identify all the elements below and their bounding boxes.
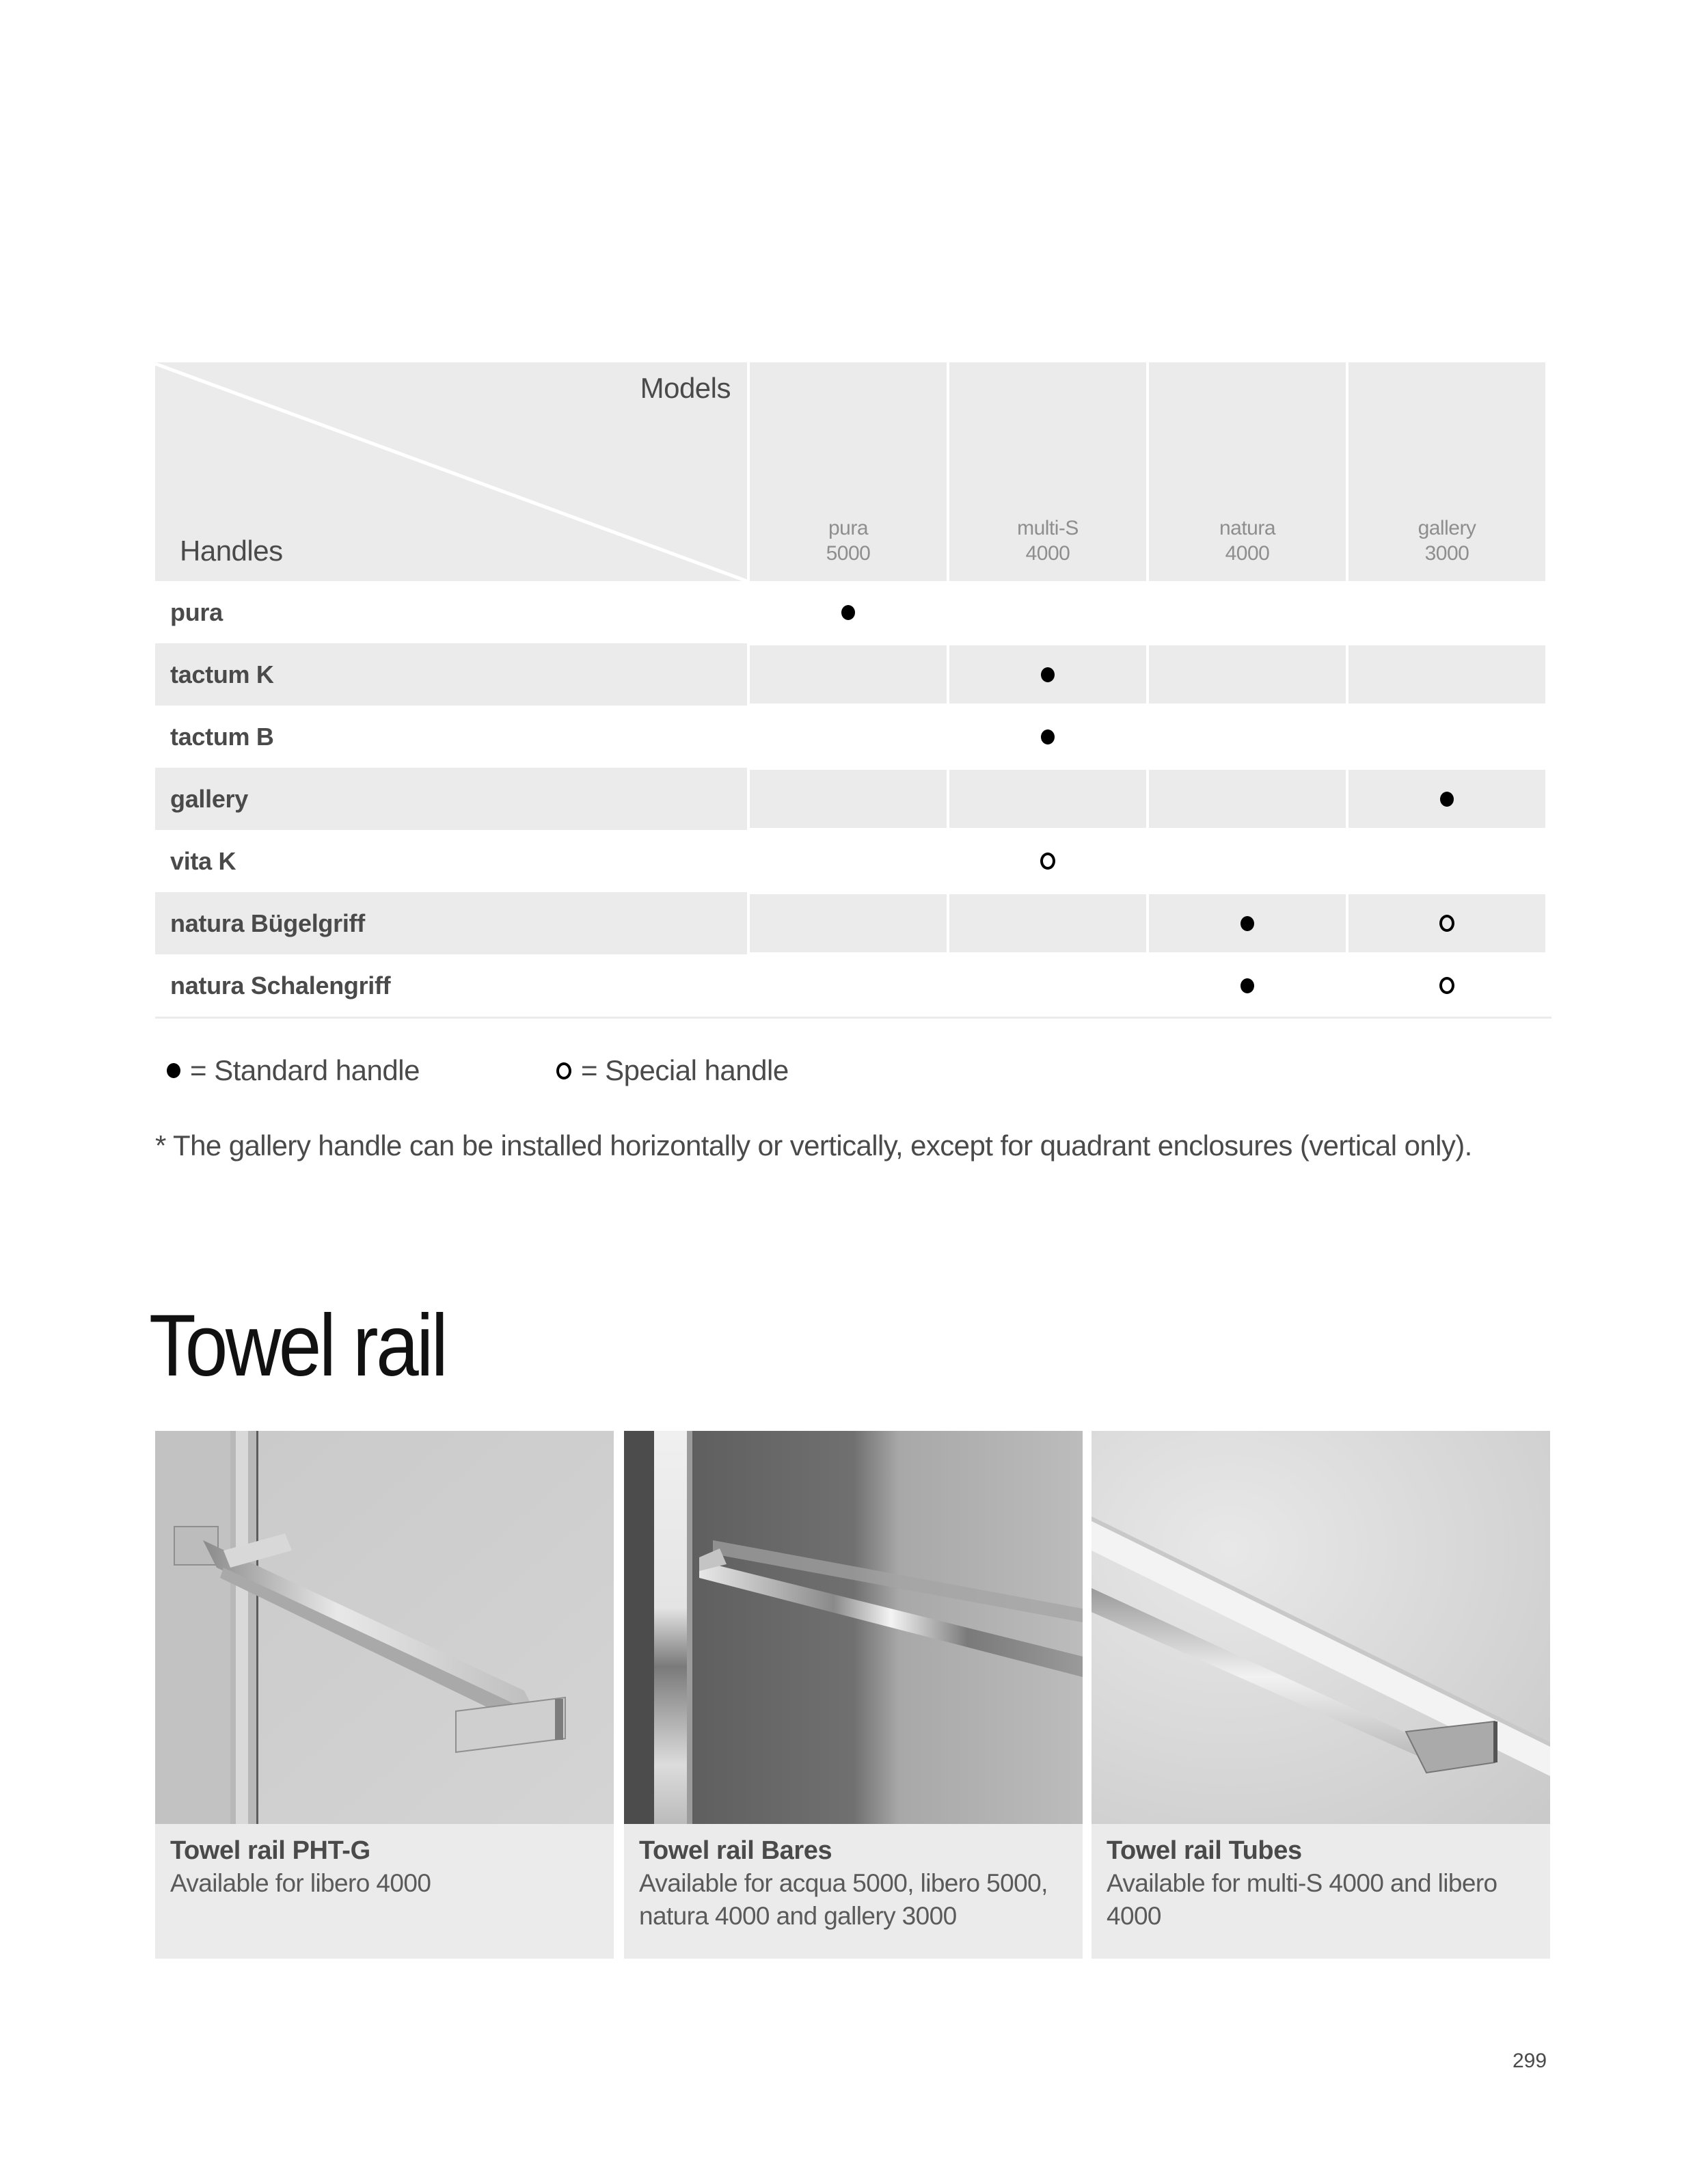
section-title: Towel rail [149, 1297, 446, 1395]
filled-dot-icon [1241, 916, 1254, 931]
handle-name: gallery [155, 768, 747, 830]
compat-cell-multi-s [949, 645, 1146, 703]
compat-cell-natura [1149, 830, 1346, 892]
hollow-dot-icon [1439, 915, 1454, 932]
compat-cell-gallery [1348, 581, 1545, 643]
handle-name: vita K [170, 846, 236, 875]
table-row [155, 892, 1551, 954]
compat-cell-pura [750, 706, 947, 768]
model-name: gallery [1418, 517, 1476, 539]
product-card-tubes [1092, 1431, 1550, 1959]
compat-cell-pura [750, 581, 947, 643]
filled-dot-icon [1041, 667, 1055, 682]
models-axis-label: Models [640, 372, 731, 404]
model-header-pura [750, 362, 947, 581]
towel-rail-tubes-photo [1092, 1431, 1550, 1824]
compat-cell-multi-s [949, 894, 1146, 952]
table-body [155, 581, 1551, 1019]
compat-cell-natura [1149, 954, 1346, 1017]
compat-cell-gallery [1348, 770, 1545, 828]
filled-dot-icon [841, 605, 855, 620]
filled-dot-icon [1440, 792, 1454, 807]
compat-cell-multi-s [949, 581, 1146, 643]
handle-compatibility-table [155, 362, 1551, 1019]
compat-cell-multi-s [949, 706, 1146, 768]
compat-cell-multi-s [949, 830, 1146, 892]
footnote: * The gallery handle can be installed horizontally or vertically, except for quadrant enclosures (vertical only). [155, 1129, 1472, 1162]
table-row [155, 706, 1551, 768]
filled-dot-icon [1241, 978, 1254, 993]
model-header-natura [1149, 362, 1346, 581]
table-row [155, 643, 1551, 706]
compat-cell-gallery [1348, 830, 1545, 892]
model-header-multi-s [949, 362, 1146, 581]
model-name: natura [1219, 517, 1276, 539]
compat-cell-multi-s [949, 954, 1146, 1017]
table-row [155, 830, 1551, 892]
compat-cell-gallery [1348, 894, 1545, 952]
product-caption [639, 1834, 1072, 1933]
model-number: 4000 [1225, 542, 1270, 565]
hollow-dot-icon [556, 1062, 571, 1079]
compat-cell-gallery [1348, 954, 1545, 1017]
table-row [155, 768, 1551, 830]
model-number: 3000 [1424, 542, 1469, 565]
handle-name: tactum K [155, 643, 747, 706]
compat-cell-gallery [1348, 706, 1545, 768]
product-title: Towel rail Bares [639, 1836, 832, 1865]
compat-cell-pura [750, 894, 947, 952]
compat-cell-pura [750, 954, 947, 1017]
table-header-row [155, 362, 1551, 581]
towel-rail-pht-g-photo [155, 1431, 614, 1824]
table-bottom-rule [155, 1017, 1551, 1019]
compat-cell-natura [1149, 770, 1346, 828]
product-description: Available for multi-S 4000 and libero 4000 [1107, 1869, 1497, 1930]
product-title: Towel rail Tubes [1107, 1836, 1302, 1865]
compat-cell-natura [1149, 581, 1346, 643]
hollow-dot-icon [1439, 977, 1454, 994]
towel-rail-bares-photo [624, 1431, 1083, 1824]
compat-cell-multi-s [949, 770, 1146, 828]
hollow-dot-icon [1040, 853, 1055, 870]
product-title: Towel rail PHT-G [170, 1836, 370, 1865]
handle-name: natura Schalengriff [170, 971, 391, 999]
product-card-bares [624, 1431, 1083, 1959]
handles-axis-label: Handles [180, 535, 283, 567]
product-caption [170, 1834, 603, 1900]
handle-name: pura [170, 598, 223, 626]
product-card-pht-g [155, 1431, 614, 1959]
table-row [155, 954, 1551, 1017]
model-number: 5000 [826, 542, 871, 565]
product-caption [1107, 1834, 1539, 1933]
compat-cell-gallery [1348, 645, 1545, 703]
table-row [155, 581, 1551, 643]
filled-dot-icon [167, 1063, 180, 1078]
compat-cell-natura [1149, 706, 1346, 768]
model-name: multi-S [1017, 517, 1079, 539]
legend [167, 1051, 789, 1090]
legend-standard-label: = Standard handle [190, 1054, 420, 1086]
compat-cell-natura [1149, 645, 1346, 703]
legend-standard [167, 1054, 420, 1087]
compat-cell-pura [750, 830, 947, 892]
handle-name: natura Bügelgriff [155, 892, 747, 954]
model-name: pura [828, 517, 869, 539]
model-number: 4000 [1025, 542, 1070, 565]
model-header-gallery [1348, 362, 1545, 581]
filled-dot-icon [1041, 729, 1055, 744]
legend-special-label: = Special handle [580, 1054, 789, 1086]
handle-name: tactum B [170, 722, 274, 751]
page-number: 299 [1513, 2050, 1547, 2072]
product-description: Available for libero 4000 [170, 1869, 431, 1897]
compat-cell-natura [1149, 894, 1346, 952]
compat-cell-pura [750, 645, 947, 703]
compat-cell-pura [750, 770, 947, 828]
legend-special [556, 1054, 789, 1087]
product-description: Available for acqua 5000, libero 5000, natura 4000 and gallery 3000 [639, 1869, 1048, 1930]
header-corner-cell [155, 362, 747, 581]
